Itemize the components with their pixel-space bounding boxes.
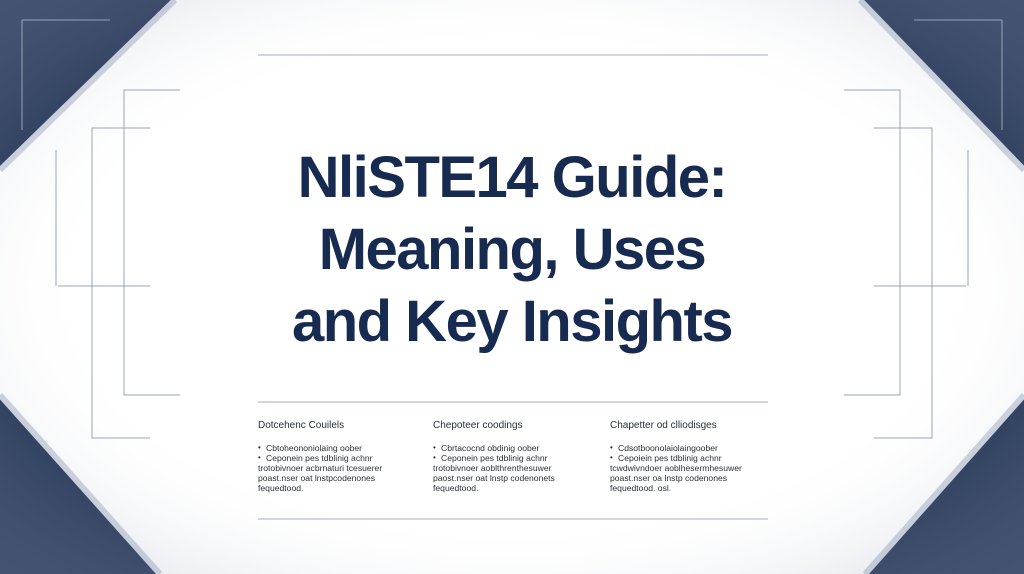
title-line-1: NliSTE14 Guide: xyxy=(297,145,727,210)
column-list xyxy=(433,443,603,493)
list-item: paost.nser oat lnstp codenonets xyxy=(433,473,555,483)
list-item: tcwdwivndoer aoblhesermhesuwer xyxy=(610,463,742,473)
column-3 xyxy=(610,420,780,493)
list-item: fequedtood. osl. xyxy=(610,483,672,493)
list-item: • Cbtoheononiolaing oober xyxy=(258,443,428,453)
list-item: • Ceponein pes tdblinig achnr xyxy=(433,453,603,463)
list-item: • Cdsotboonolaiolaingoober xyxy=(610,443,780,453)
title-line-3: and Key Insights xyxy=(291,289,733,354)
column-heading: Chepoteer coodings xyxy=(433,420,523,431)
column-list xyxy=(610,443,780,493)
column-1 xyxy=(258,420,428,493)
list-item: poast.nser oa lnstp codenones xyxy=(610,473,728,483)
page-title xyxy=(200,142,824,358)
list-item: poast.nser oat lnstpcodenones xyxy=(258,473,376,483)
list-item: fequedtood. xyxy=(258,483,304,493)
list-item: fequedtood. xyxy=(433,483,479,493)
title-line-2: Meaning, Uses xyxy=(318,217,706,282)
list-item: trotobivnoer acbrnaturi tcesuerer xyxy=(258,463,383,473)
column-heading: Chapetter od clliodisges xyxy=(610,420,717,431)
column-2 xyxy=(433,420,603,493)
column-heading: Dotcehenc Couilels xyxy=(258,420,345,431)
column-list xyxy=(258,443,428,493)
list-item: • Cbrtacocnd obdinig oober xyxy=(433,443,603,453)
list-item: trotobivnoer aoblthrenthesuwer xyxy=(433,463,552,473)
list-item: • Cepoiein pes tdblinig achnr xyxy=(610,453,780,463)
list-item: • Ceponein pes tdblinig achnr xyxy=(258,453,428,463)
